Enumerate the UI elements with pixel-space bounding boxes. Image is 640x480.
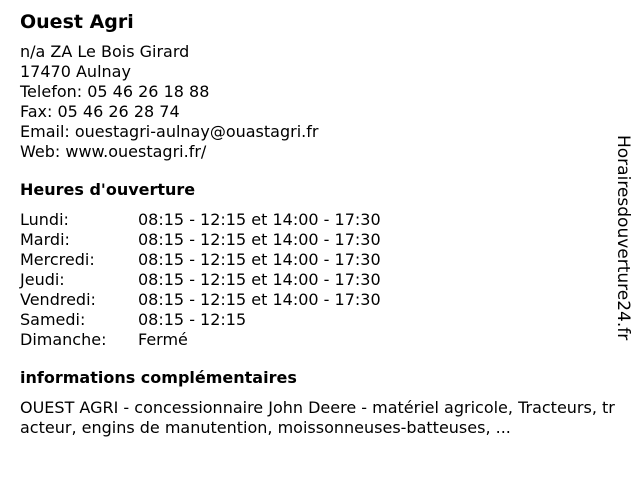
address-line-2: 17470 Aulnay	[20, 62, 131, 81]
day-label: Jeudi:	[20, 270, 65, 289]
hours-row-tuesday	[20, 230, 616, 250]
hours-row-monday	[20, 210, 616, 230]
phone-number: Telefon: 05 46 26 18 88	[20, 82, 210, 101]
day-hours: 08:15 - 12:15 et 14:00 - 17:30	[138, 270, 381, 289]
info-description: OUEST AGRI - concessionnaire John Deere - matériel agricole, Tracteurs, tracteur, engins de manutention, moissonneuses-batteuses, ...	[20, 398, 615, 437]
day-label: Samedi:	[20, 310, 86, 329]
day-label: Mardi:	[20, 230, 70, 249]
day-hours: 08:15 - 12:15 et 14:00 - 17:30	[138, 210, 381, 229]
company-name: Ouest Agri	[20, 11, 134, 33]
day-hours: 08:15 - 12:15	[138, 310, 247, 329]
address-line-1: n/a ZA Le Bois Girard	[20, 42, 190, 61]
hours-row-wednesday	[20, 250, 616, 270]
day-label: Mercredi:	[20, 250, 95, 269]
hours-row-friday	[20, 290, 616, 310]
hours-row-saturday	[20, 310, 616, 330]
hours-heading: Heures d'ouverture	[20, 180, 196, 199]
day-hours: 08:15 - 12:15 et 14:00 - 17:30	[138, 290, 381, 309]
day-label: Dimanche:	[20, 330, 107, 349]
fax-number: Fax: 05 46 26 28 74	[20, 102, 180, 121]
day-label: Vendredi:	[20, 290, 96, 309]
day-hours: 08:15 - 12:15 et 14:00 - 17:30	[138, 250, 381, 269]
hours-table	[20, 210, 616, 350]
website-address: Web: www.ouestagri.fr/	[20, 142, 207, 161]
address-block	[20, 42, 616, 162]
day-label: Lundi:	[20, 210, 69, 229]
business-card	[20, 10, 616, 438]
hours-row-sunday	[20, 330, 616, 350]
watermark-text: Horairesdouverture24.fr	[613, 135, 633, 341]
info-heading: informations complémentaires	[20, 368, 297, 387]
day-hours: 08:15 - 12:15 et 14:00 - 17:30	[138, 230, 381, 249]
hours-row-thursday	[20, 270, 616, 290]
email-address: Email: ouestagri-aulnay@ouastagri.fr	[20, 122, 319, 141]
day-hours: Fermé	[138, 330, 188, 349]
